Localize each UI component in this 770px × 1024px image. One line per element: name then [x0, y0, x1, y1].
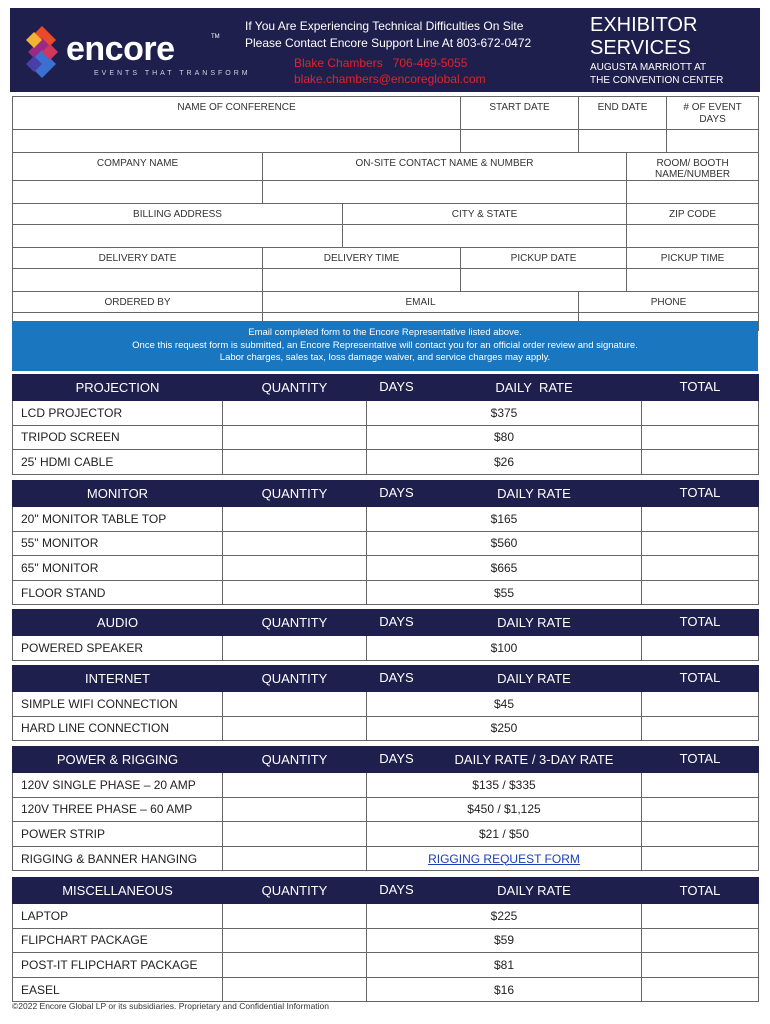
col-days: DAYS: [367, 481, 427, 507]
table-row: [13, 928, 759, 953]
quantity-field[interactable]: [223, 531, 367, 556]
section-title: AUDIO: [13, 610, 223, 636]
field-room-booth[interactable]: [627, 181, 759, 204]
field-city-state[interactable]: [343, 225, 627, 248]
label-name-of-conference: NAME OF CONFERENCE: [13, 97, 461, 130]
logo-tagline: EVENTS THAT TRANSFORM: [94, 70, 251, 77]
total-field[interactable]: [642, 692, 759, 717]
col-quantity: QUANTITY: [223, 375, 367, 401]
col-total: TOTAL: [642, 666, 759, 692]
item-name: HARD LINE CONNECTION: [13, 716, 223, 741]
quantity-field[interactable]: [223, 822, 367, 847]
table-row: [13, 953, 759, 978]
daily-rate: $55: [367, 580, 642, 605]
col-days: DAYS: [367, 375, 427, 401]
field-delivery-date[interactable]: [13, 269, 263, 292]
field-event-days[interactable]: [667, 130, 759, 153]
total-field[interactable]: [642, 401, 759, 426]
exhibitor-services-title: EXHIBITOR SERVICES: [590, 14, 698, 59]
item-name: TRIPOD SCREEN: [13, 425, 223, 450]
section-internet: [12, 665, 759, 741]
total-field[interactable]: [642, 507, 759, 532]
label-company-name: COMPANY NAME: [13, 153, 263, 181]
section-monitor: [12, 480, 759, 605]
section-title: INTERNET: [13, 666, 223, 692]
label-city-state: CITY & STATE: [343, 204, 627, 225]
label-email: EMAIL: [263, 292, 579, 313]
quantity-field[interactable]: [223, 580, 367, 605]
item-name: FLIPCHART PACKAGE: [13, 928, 223, 953]
label-zip-code: ZIP CODE: [627, 204, 759, 225]
quantity-field[interactable]: [223, 928, 367, 953]
total-field[interactable]: [642, 822, 759, 847]
logo-wordmark: encore: [66, 30, 175, 68]
total-field[interactable]: [642, 773, 759, 798]
table-row: [13, 580, 759, 605]
field-billing-address[interactable]: [13, 225, 343, 248]
table-row: [13, 773, 759, 798]
daily-rate: $560: [367, 531, 642, 556]
col-quantity: QUANTITY: [223, 747, 367, 773]
contact-email[interactable]: blake.chambers@encoreglobal.com: [294, 72, 486, 86]
item-name: EASEL: [13, 977, 223, 1002]
col-daily-rate: DAILY RATE: [427, 878, 642, 904]
field-start-date[interactable]: [461, 130, 579, 153]
daily-rate: $81: [367, 953, 642, 978]
field-pickup-time[interactable]: [627, 269, 759, 292]
table-row: [13, 797, 759, 822]
support-line-1: If You Are Experiencing Technical Difficulties On Site: [245, 19, 524, 33]
venue-location: AUGUSTA MARRIOTT AT THE CONVENTION CENTER: [590, 62, 724, 86]
col-daily-rate: DAILY RATE / 3-DAY RATE: [427, 747, 642, 773]
item-name: LAPTOP: [13, 904, 223, 929]
total-field[interactable]: [642, 556, 759, 581]
notice-line-1: Email completed form to the Encore Representative listed above.: [248, 327, 522, 338]
daily-rate: $135 / $335: [367, 773, 642, 798]
table-row: [13, 556, 759, 581]
total-field[interactable]: [642, 531, 759, 556]
item-name: POWER STRIP: [13, 822, 223, 847]
daily-rate: $665: [367, 556, 642, 581]
table-row: [13, 636, 759, 661]
daily-rate: $165: [367, 507, 642, 532]
contact-info: [294, 55, 486, 87]
quantity-field[interactable]: [223, 904, 367, 929]
table-row: [13, 507, 759, 532]
field-onsite-contact[interactable]: [263, 181, 627, 204]
label-start-date: START DATE: [461, 97, 579, 130]
logo-trademark: TM: [211, 34, 220, 40]
label-billing-address: BILLING ADDRESS: [13, 204, 343, 225]
section-title: POWER & RIGGING: [13, 747, 223, 773]
col-total: TOTAL: [642, 747, 759, 773]
table-row: [13, 846, 759, 871]
section-title: PROJECTION: [13, 375, 223, 401]
quantity-field[interactable]: [223, 425, 367, 450]
section-audio: [12, 609, 759, 661]
field-pickup-date[interactable]: [461, 269, 627, 292]
daily-rate: $100: [367, 636, 642, 661]
table-row: [13, 425, 759, 450]
item-name: 120V SINGLE PHASE – 20 AMP: [13, 773, 223, 798]
quantity-field[interactable]: [223, 401, 367, 426]
quantity-field[interactable]: [223, 846, 367, 871]
quantity-field[interactable]: [223, 692, 367, 717]
encore-logo: [22, 22, 252, 86]
col-total: TOTAL: [642, 878, 759, 904]
item-name: SIMPLE WIFI CONNECTION: [13, 692, 223, 717]
event-info-form: [12, 96, 759, 331]
field-zip-code[interactable]: [627, 225, 759, 248]
item-name: 65" MONITOR: [13, 556, 223, 581]
quantity-field[interactable]: [223, 556, 367, 581]
col-quantity: QUANTITY: [223, 878, 367, 904]
col-quantity: QUANTITY: [223, 666, 367, 692]
total-field[interactable]: [642, 797, 759, 822]
quantity-field[interactable]: [223, 797, 367, 822]
copyright-footer: ©2022 Encore Global LP or its subsidiaries. Proprietary and Confidential Information: [12, 1001, 329, 1011]
support-text: [245, 18, 555, 52]
col-days: DAYS: [367, 747, 427, 773]
section-title: MONITOR: [13, 481, 223, 507]
item-name: 120V THREE PHASE – 60 AMP: [13, 797, 223, 822]
table-row: [13, 904, 759, 929]
col-daily-rate: DAILY RATE: [427, 610, 642, 636]
rigging-request-form-link[interactable]: RIGGING REQUEST FORM: [428, 851, 580, 866]
contact-name-phone: Blake Chambers 706-469-5055: [294, 56, 468, 70]
section-power-rigging: [12, 746, 759, 871]
col-quantity: QUANTITY: [223, 481, 367, 507]
daily-rate: $59: [367, 928, 642, 953]
daily-rate: $80: [367, 425, 642, 450]
header-banner: [10, 8, 760, 92]
total-field[interactable]: [642, 450, 759, 475]
instructions-banner: [12, 321, 758, 371]
table-row: [13, 531, 759, 556]
item-name: 20" MONITOR TABLE TOP: [13, 507, 223, 532]
label-delivery-time: DELIVERY TIME: [263, 248, 461, 269]
section-title: MISCELLANEOUS: [13, 878, 223, 904]
table-row: [13, 716, 759, 741]
field-company-name[interactable]: [13, 181, 263, 204]
total-field[interactable]: [642, 425, 759, 450]
label-phone: PHONE: [579, 292, 759, 313]
total-field[interactable]: [642, 716, 759, 741]
total-field[interactable]: [642, 846, 759, 871]
table-row: [13, 977, 759, 1002]
daily-rate: $225: [367, 904, 642, 929]
table-row: [13, 692, 759, 717]
daily-rate: $45: [367, 692, 642, 717]
total-field[interactable]: [642, 977, 759, 1002]
total-field[interactable]: [642, 580, 759, 605]
item-name: RIGGING & BANNER HANGING: [13, 846, 223, 871]
item-name: POST-IT FLIPCHART PACKAGE: [13, 953, 223, 978]
col-daily-rate: DAILY RATE: [427, 666, 642, 692]
total-field[interactable]: [642, 953, 759, 978]
col-total: TOTAL: [642, 481, 759, 507]
support-line-2: Please Contact Encore Support Line At 803-672-0472: [245, 36, 532, 50]
daily-rate: $450 / $1,125: [367, 797, 642, 822]
field-end-date[interactable]: [579, 130, 667, 153]
field-name-of-conference[interactable]: [13, 130, 461, 153]
item-name: FLOOR STAND: [13, 580, 223, 605]
total-field[interactable]: [642, 904, 759, 929]
quantity-field[interactable]: [223, 977, 367, 1002]
label-room-booth: ROOM/ BOOTH NAME/NUMBER: [627, 153, 759, 181]
total-field[interactable]: [642, 928, 759, 953]
notice-line-3: Labor charges, sales tax, loss damage waiver, and service charges may apply.: [219, 352, 551, 363]
item-name: POWERED SPEAKER: [13, 636, 223, 661]
item-name: 25' HDMI CABLE: [13, 450, 223, 475]
table-row: [13, 450, 759, 475]
col-total: TOTAL: [642, 610, 759, 636]
quantity-field[interactable]: [223, 450, 367, 475]
quantity-field[interactable]: [223, 636, 367, 661]
col-quantity: QUANTITY: [223, 610, 367, 636]
table-row: [13, 822, 759, 847]
daily-rate: $250: [367, 716, 642, 741]
field-delivery-time[interactable]: [263, 269, 461, 292]
label-end-date: END DATE: [579, 97, 667, 130]
encore-logo-icon: [22, 24, 62, 80]
quantity-field[interactable]: [223, 953, 367, 978]
col-days: DAYS: [367, 878, 427, 904]
daily-rate: $26: [367, 450, 642, 475]
quantity-field[interactable]: [223, 716, 367, 741]
daily-rate: $21 / $50: [367, 822, 642, 847]
label-pickup-date: PICKUP DATE: [461, 248, 627, 269]
label-onsite-contact: ON-SITE CONTACT NAME & NUMBER: [263, 153, 627, 181]
col-total: TOTAL: [642, 375, 759, 401]
total-field[interactable]: [642, 636, 759, 661]
label-delivery-date: DELIVERY DATE: [13, 248, 263, 269]
col-days: DAYS: [367, 610, 427, 636]
daily-rate: $375: [367, 401, 642, 426]
col-daily-rate: DAILY RATE: [427, 375, 642, 401]
quantity-field[interactable]: [223, 507, 367, 532]
notice-line-2: Once this request form is submitted, an Encore Representative will contact you for an official order review and signature.: [132, 339, 638, 351]
table-row: [13, 401, 759, 426]
section-projection: [12, 374, 759, 475]
label-ordered-by: ORDERED BY: [13, 292, 263, 313]
quantity-field[interactable]: [223, 773, 367, 798]
col-daily-rate: DAILY RATE: [427, 481, 642, 507]
section-miscellaneous: [12, 877, 759, 1002]
daily-rate: $16: [367, 977, 642, 1002]
item-name: 55" MONITOR: [13, 531, 223, 556]
label-event-days: # OF EVENT DAYS: [667, 97, 759, 130]
label-pickup-time: PICKUP TIME: [627, 248, 759, 269]
col-days: DAYS: [367, 666, 427, 692]
item-name: LCD PROJECTOR: [13, 401, 223, 426]
